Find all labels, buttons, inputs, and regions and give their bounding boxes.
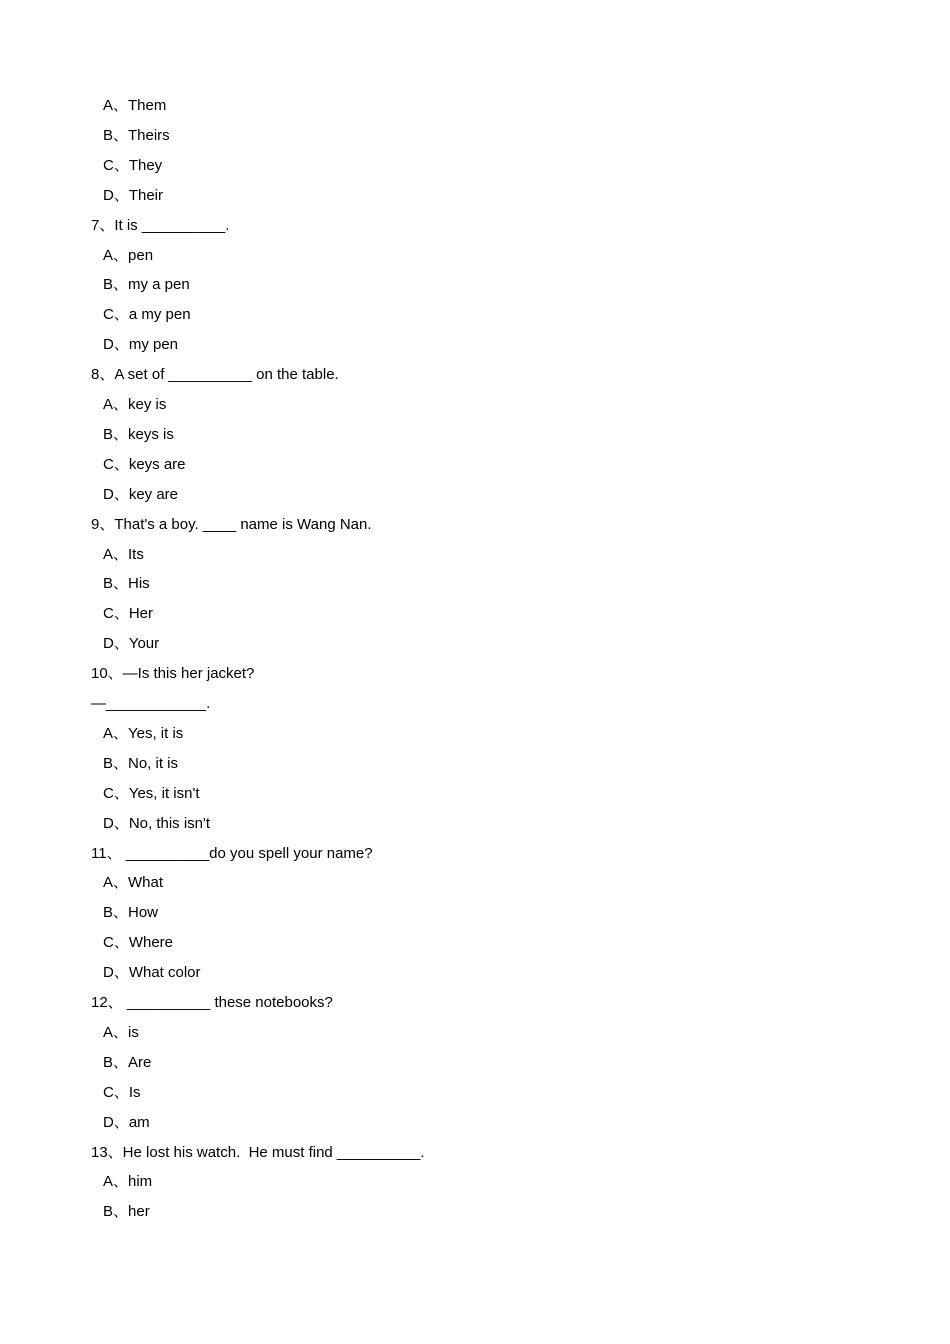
answer-option: C、Where bbox=[103, 934, 174, 952]
answer-option: C、keys are bbox=[103, 455, 186, 473]
answer-option: D、What color bbox=[103, 964, 201, 982]
answer-option: C、a my pen bbox=[103, 306, 191, 324]
answer-option: A、What bbox=[103, 874, 164, 892]
answer-option: A、pen bbox=[103, 246, 154, 264]
answer-option: D、am bbox=[103, 1113, 150, 1131]
answer-option: A、Them bbox=[103, 97, 167, 114]
answer-option: C、Is bbox=[103, 1083, 141, 1101]
answer-option: A、is bbox=[103, 1023, 139, 1041]
question-text: 10、—Is this her jacket? bbox=[91, 665, 255, 683]
answer-option: B、How bbox=[103, 904, 159, 922]
answer-option: B、No, it is bbox=[103, 754, 179, 772]
answer-option: B、keys is bbox=[103, 425, 174, 443]
answer-option: A、key is bbox=[103, 396, 167, 413]
question-text: 7、It is __________. bbox=[91, 216, 230, 234]
answer-option: C、They bbox=[103, 156, 163, 174]
answer-option: B、Theirs bbox=[103, 126, 170, 144]
answer-option: C、Yes, it isn't bbox=[103, 784, 200, 802]
answer-option: A、Its bbox=[103, 545, 144, 563]
answer-option: D、No, this isn't bbox=[103, 814, 211, 832]
question-text: 11、 __________do you spell your name? bbox=[91, 844, 373, 862]
answer-option: D、my pen bbox=[103, 336, 179, 354]
answer-option: D、Your bbox=[103, 635, 160, 653]
answer-option: B、His bbox=[103, 575, 150, 593]
answer-option: A、him bbox=[103, 1173, 153, 1191]
answer-option: B、Are bbox=[103, 1053, 152, 1071]
answer-option: B、my a pen bbox=[103, 276, 190, 294]
answer-option: A、Yes, it is bbox=[103, 724, 184, 742]
question-text: 8、A set of __________ on the table. bbox=[91, 366, 339, 384]
answer-option: C、Her bbox=[103, 605, 154, 623]
question-text: 12、 __________ these notebooks? bbox=[91, 994, 333, 1011]
answer-option: B、her bbox=[103, 1203, 150, 1221]
question-text: 13、He lost his watch. He must find __________. bbox=[91, 1143, 425, 1161]
question-text: —____________. bbox=[91, 695, 211, 712]
answer-option: D、key are bbox=[103, 485, 179, 503]
answer-option: D、Their bbox=[103, 186, 164, 204]
question-text: 9、That's a boy. ____ name is Wang Nan. bbox=[91, 515, 372, 533]
